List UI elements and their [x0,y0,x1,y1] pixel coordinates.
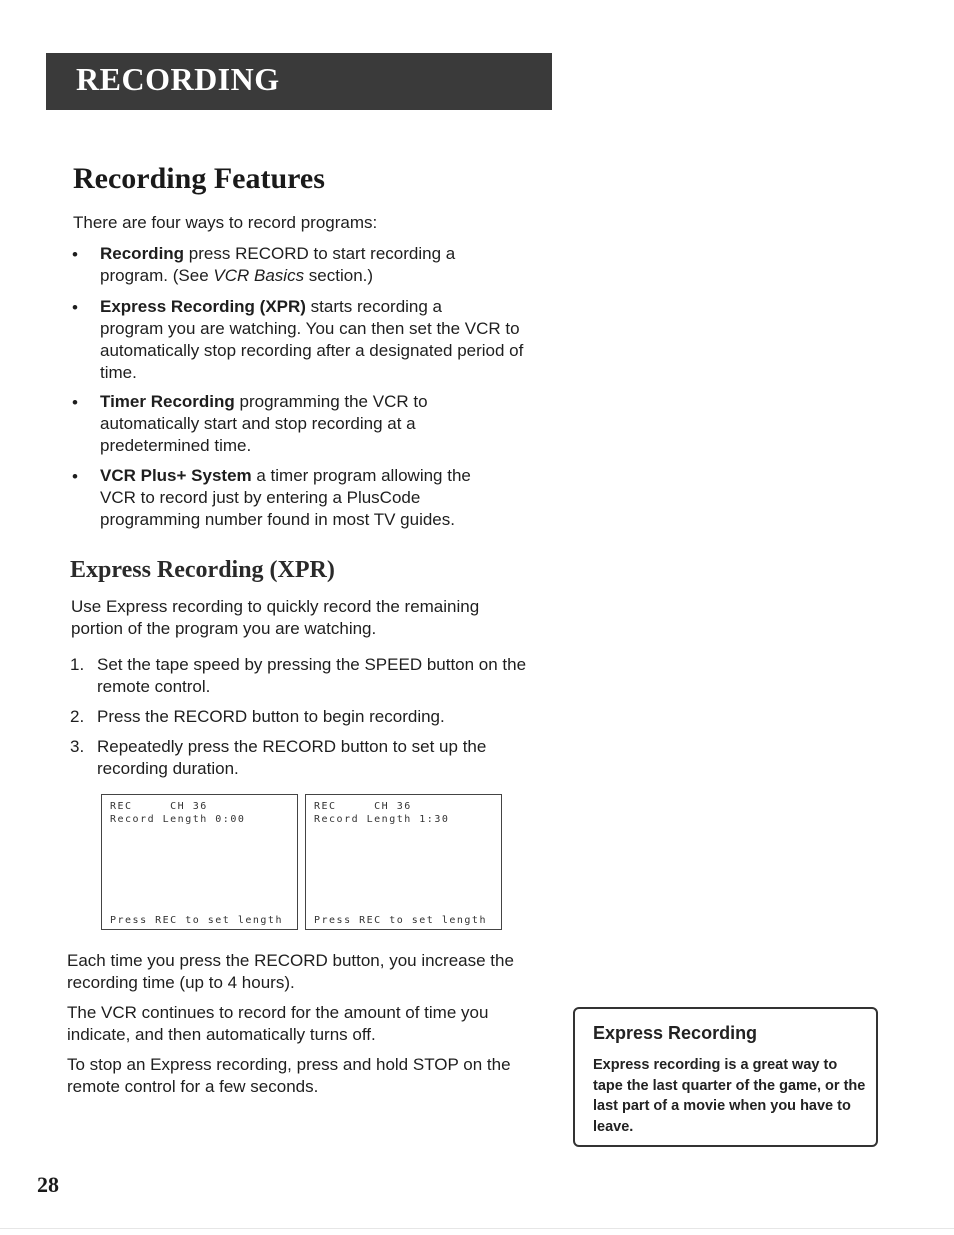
osd-status-line: REC CH 36 [110,801,208,812]
feature-item-timer [100,391,480,457]
feature-desc-end: section.) [304,266,374,285]
feature-desc-rest: program you are watching. You can then set the VCR to automatically stop recording after a designated period of time. [100,319,524,382]
section-heading-xpr: Express Recording (XPR) [70,557,335,583]
page-number: 28 [37,1172,59,1197]
bullet-mark: • [72,298,78,317]
step-number: 1. [70,655,85,674]
feature-term: Recording [100,244,185,263]
feature-item-vcr-plus [100,465,520,531]
feature-desc: press RECORD to start recording a [184,244,456,263]
step-text: Press the RECORD button to begin recording. [97,707,445,726]
bullet-mark: • [72,393,78,412]
osd-footer: Press REC to set length [314,915,487,926]
xpr-paragraph-1: Each time you press the RECORD button, you increase the recording time (up to 4 hours). [67,951,514,992]
on-screen-display-1 [305,794,502,930]
bottom-rule [0,1228,954,1229]
xpr-paragraph-3: To stop an Express recording, press and hold STOP on the remote control for a few seconds. [67,1055,511,1096]
osd-length-line: Record Length 1:30 [314,814,450,825]
feature-term: Timer Recording [100,392,235,411]
feature-desc-rest: VCR to record just by entering a PlusCode programming number found in most TV guides. [100,488,455,529]
on-screen-display-0 [101,794,298,930]
feature-desc-cont: program. (See [100,266,214,285]
feature-desc-rest: automatically start and stop recording at a predetermined time. [100,414,416,455]
feature-item-recording [100,243,555,287]
feature-desc: programming the VCR to [234,392,428,411]
bullet-mark: • [72,467,78,486]
intro-text: There are four ways to record programs: [73,213,378,232]
feature-term: Express Recording (XPR) [100,297,306,316]
osd-length-line: Record Length 0:00 [110,814,246,825]
vcr-basics-reference: VCR Basics [213,266,305,285]
osd-status-line: REC CH 36 [314,801,412,812]
section-title: RECORDING [76,61,280,97]
tip-title: Express Recording [593,1023,758,1043]
step-text: Set the tape speed by pressing the SPEED button on the remote control. [97,655,527,696]
feature-item-express [100,296,555,384]
xpr-paragraph-2: The VCR continues to record for the amount of time you indicate, and then automatically turns off. [67,1003,489,1044]
step-number: 3. [70,737,85,756]
osd-footer: Press REC to set length [110,915,283,926]
page-heading: Recording Features [73,162,325,195]
feature-desc: a timer program allowing the [251,466,471,485]
step-number: 2. [70,707,85,726]
tip-box [573,1007,878,1147]
xpr-intro: Use Express recording to quickly record the remaining portion of the program you are watching. [71,597,480,638]
tip-body: Express recording is a great way to tape the last quarter of the game, or the last part of a movie when you have to leave. [593,1057,866,1135]
feature-desc: starts recording a [305,297,443,316]
step-text: Repeatedly press the RECORD button to set up the recording duration. [97,737,487,778]
feature-term: VCR Plus+ System [100,466,252,485]
section-header-band [46,53,552,110]
bullet-mark: • [72,245,78,264]
